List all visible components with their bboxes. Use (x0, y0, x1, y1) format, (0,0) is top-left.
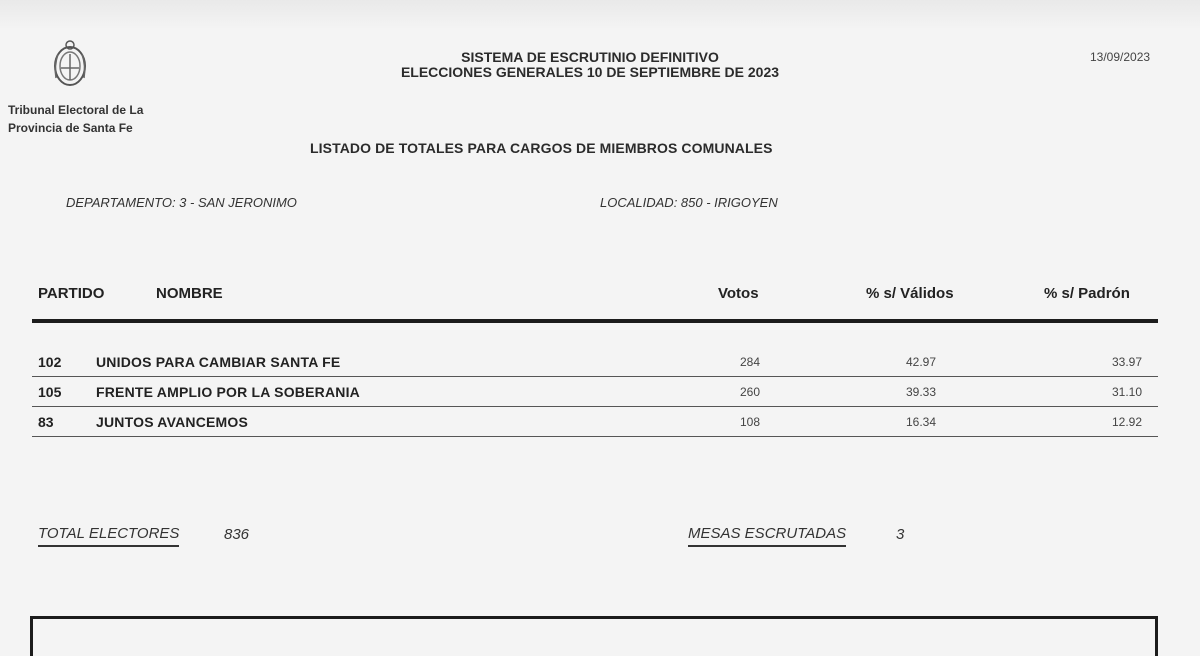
election-title: ELECCIONES GENERALES 10 DE SEPTIEMBRE DE 2023 (400, 64, 780, 80)
total-electores-label: TOTAL ELECTORES (38, 525, 179, 547)
row-divider (32, 436, 1158, 437)
report-title: LISTADO DE TOTALES PARA CARGOS DE MIEMBROS COMUNALES (310, 140, 773, 156)
partido-code: 105 (38, 384, 62, 400)
report-date: 13/09/2023 (1090, 50, 1151, 64)
bottom-frame (30, 616, 1158, 656)
document-title (330, 50, 850, 80)
partido-code: 102 (38, 354, 62, 370)
coat-of-arms-icon (50, 38, 90, 90)
votos-value: 260 (739, 385, 760, 399)
column-header-nombre: NOMBRE (156, 285, 223, 302)
total-electores-value: 836 (224, 526, 250, 543)
organization-line-1: Tribunal Electoral de La (8, 103, 144, 117)
partido-code: 83 (38, 414, 54, 430)
organization-name (8, 101, 143, 137)
table-row (32, 347, 1158, 377)
validos-percent: 42.97 (905, 355, 936, 369)
validos-percent: 39.33 (905, 385, 936, 399)
column-header-padron: % s/ Padrón (1044, 285, 1130, 302)
padron-percent: 33.97 (1111, 355, 1142, 369)
votos-value: 108 (739, 415, 760, 429)
mesas-escrutadas-value: 3 (896, 526, 905, 543)
departamento-label: DEPARTAMENTO: 3 - SAN JERONIMO (66, 195, 297, 210)
system-title: SISTEMA DE ESCRUTINIO DEFINITIVO (461, 49, 719, 65)
table-row (32, 377, 1158, 407)
votos-value: 284 (739, 355, 760, 369)
top-shadow (0, 0, 1200, 30)
validos-percent: 16.34 (905, 415, 936, 429)
localidad-label: LOCALIDAD: 850 - IRIGOYEN (600, 195, 778, 210)
column-header-votos: Votos (718, 285, 759, 302)
padron-percent: 31.10 (1111, 385, 1142, 399)
column-header-validos: % s/ Válidos (866, 285, 954, 302)
column-header-partido: PARTIDO (38, 285, 105, 302)
partido-name: FRENTE AMPLIO POR LA SOBERANIA (96, 384, 360, 400)
table-header-divider (32, 319, 1158, 323)
padron-percent: 12.92 (1111, 415, 1142, 429)
partido-name: JUNTOS AVANCEMOS (96, 414, 249, 430)
organization-line-2: Provincia de Santa Fe (8, 121, 133, 135)
partido-name: UNIDOS PARA CAMBIAR SANTA FE (96, 354, 341, 370)
table-row (32, 407, 1158, 437)
mesas-escrutadas-label: MESAS ESCRUTADAS (688, 525, 846, 547)
